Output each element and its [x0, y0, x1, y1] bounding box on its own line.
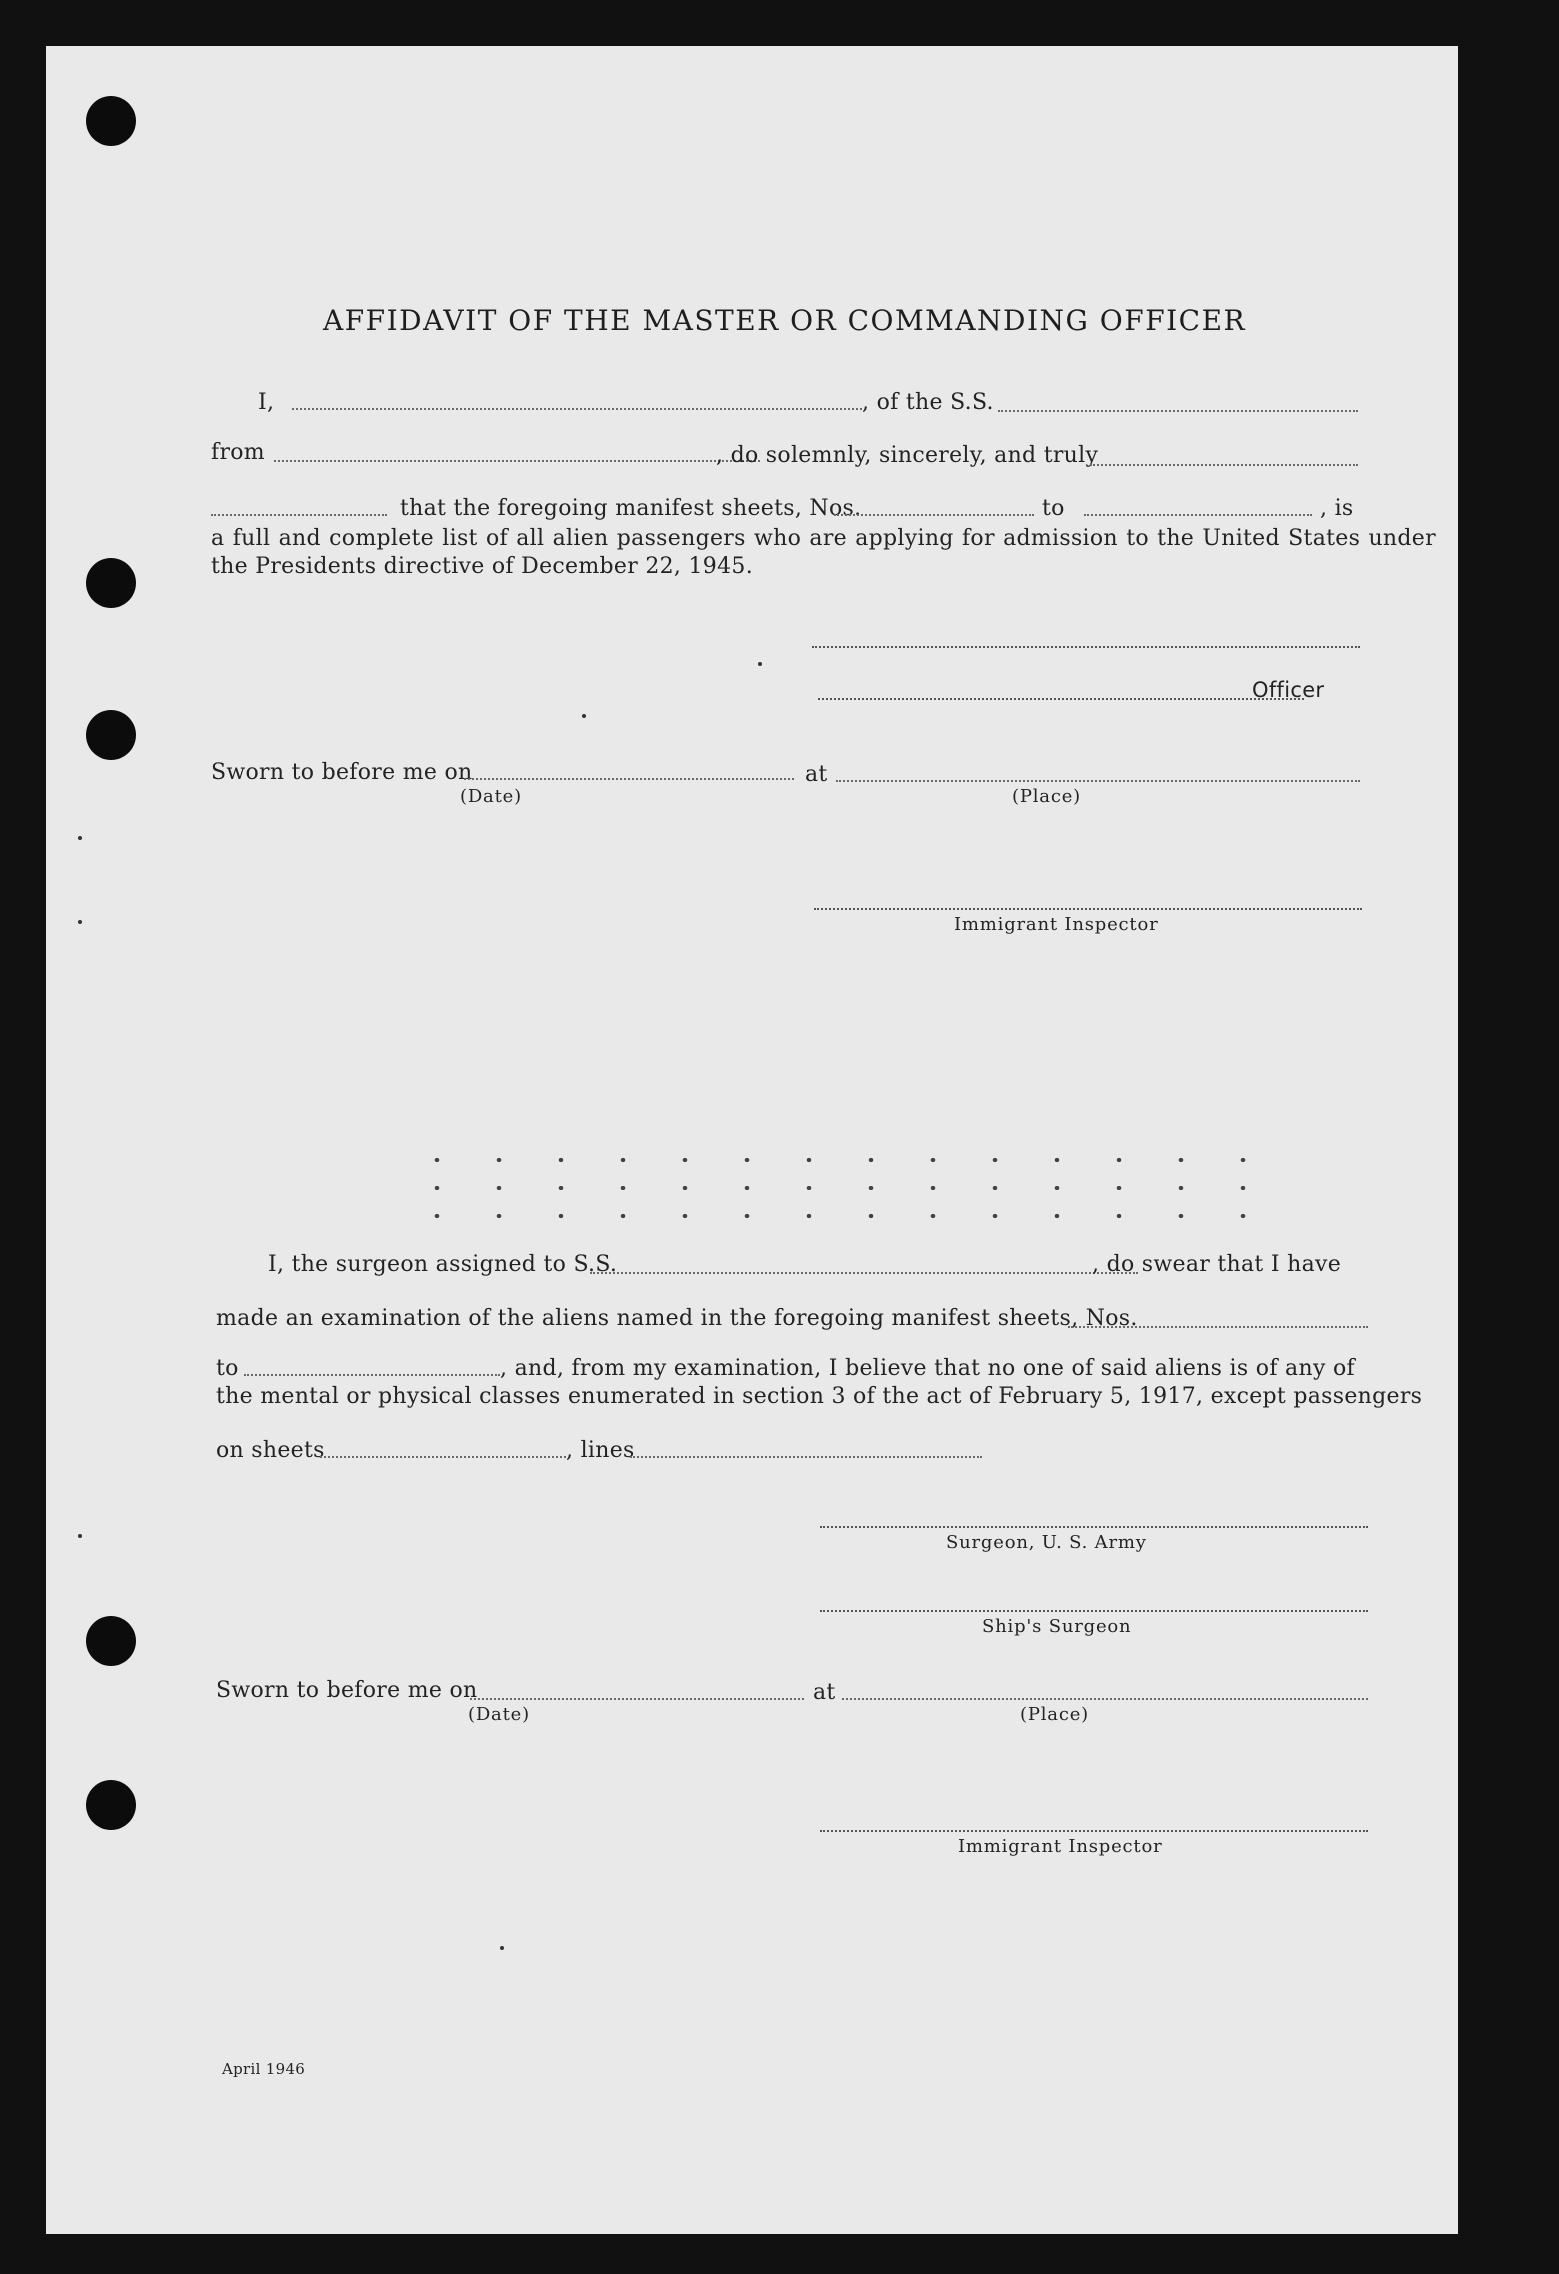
master-line1-ss: , of the S.S.: [862, 390, 994, 415]
speck: [500, 1946, 504, 1950]
punch-hole: [86, 558, 136, 608]
master-inspector-signature-line[interactable]: [814, 908, 1362, 910]
master-oath-field[interactable]: [211, 514, 387, 516]
master-line3-to: to: [1042, 496, 1065, 521]
master-line2-from: from: [211, 440, 265, 465]
dot-rows-3: [406, 1214, 1286, 1218]
officer-label: Officer: [1252, 678, 1325, 702]
army-surgeon-signature-line[interactable]: [820, 1526, 1368, 1528]
surgeon-nos-to-field[interactable]: [244, 1374, 500, 1376]
master-sworn-label: Sworn to before me on: [211, 760, 473, 785]
surgeon-line3-to: to: [216, 1356, 239, 1381]
punch-hole: [86, 96, 136, 146]
surgeon-lines-field[interactable]: [630, 1456, 982, 1458]
master-line1-i: I,: [258, 390, 275, 415]
surgeon-line1-end: , do swear that I have: [1092, 1252, 1342, 1277]
master-from-field[interactable]: [274, 460, 760, 462]
officer-signature-line[interactable]: [818, 698, 1304, 700]
master-ship-field[interactable]: [998, 410, 1358, 412]
form-title: AFFIDAVIT OF THE MASTER OR COMMANDING OFFICER: [323, 304, 1247, 337]
master-nos-from-field[interactable]: [834, 514, 1034, 516]
surgeon-line2: made an examination of the aliens named in the foregoing manifest sheets, Nos.: [216, 1306, 1138, 1331]
master-line2-swear: , do solemnly, sincerely, and truly: [716, 443, 1099, 468]
master-line3-text: that the foregoing manifest sheets, Nos.: [400, 496, 862, 521]
surgeon-sheets-field[interactable]: [320, 1456, 566, 1458]
speck: [78, 836, 82, 840]
master-swear-field[interactable]: [1090, 464, 1358, 466]
master-line4: a full and complete list of all alien passengers who are applying for admission to the United States under: [211, 526, 1436, 551]
master-date-label: (Date): [460, 786, 522, 807]
surgeon-date-label: (Date): [468, 1704, 530, 1725]
master-inspector-label: Immigrant Inspector: [954, 914, 1159, 935]
punch-hole: [86, 1616, 136, 1666]
speck: [78, 1534, 82, 1538]
surgeon-nos-from-field[interactable]: [1068, 1326, 1368, 1328]
surgeon-line4: the mental or physical classes enumerated in section 3 of the act of February 5, 1917, except passengers: [216, 1384, 1423, 1409]
punch-hole: [86, 1780, 136, 1830]
master-sworn-at: at: [805, 762, 828, 787]
ship-surgeon-signature-line[interactable]: [820, 1610, 1368, 1612]
master-name-field[interactable]: [292, 408, 862, 410]
surgeon-line5-lines: , lines: [566, 1438, 635, 1463]
army-surgeon-label: Surgeon, U. S. Army: [946, 1532, 1147, 1553]
surgeon-ship-field[interactable]: [590, 1272, 1138, 1274]
master-signature-line[interactable]: [812, 646, 1360, 648]
surgeon-line5-sheets: on sheets: [216, 1438, 325, 1463]
master-nos-to-field[interactable]: [1084, 514, 1312, 516]
punch-hole: [86, 710, 136, 760]
master-line3-is: , is: [1320, 496, 1354, 521]
speck: [582, 714, 586, 718]
surgeon-sworn-date-field[interactable]: [470, 1698, 804, 1700]
master-line5: the Presidents directive of December 22, 1945.: [211, 554, 753, 579]
footer-date: April 1946: [222, 2060, 306, 2078]
master-place-label: (Place): [1012, 786, 1081, 807]
surgeon-line1-start: I, the surgeon assigned to S.S.: [268, 1252, 618, 1277]
form-page: [46, 46, 1458, 2234]
ship-surgeon-label: Ship's Surgeon: [982, 1616, 1132, 1637]
surgeon-sworn-label: Sworn to before me on: [216, 1678, 478, 1703]
speck: [758, 662, 762, 666]
surgeon-sworn-place-field[interactable]: [842, 1698, 1368, 1700]
dot-rows-1: [406, 1158, 1286, 1162]
surgeon-inspector-signature-line[interactable]: [820, 1830, 1368, 1832]
master-sworn-date-field[interactable]: [464, 778, 794, 780]
surgeon-inspector-label: Immigrant Inspector: [958, 1836, 1163, 1857]
master-sworn-place-field[interactable]: [836, 780, 1360, 782]
speck: [78, 920, 82, 924]
surgeon-line3-rest: , and, from my examination, I believe that no one of said aliens is of any of: [500, 1356, 1355, 1381]
surgeon-place-label: (Place): [1020, 1704, 1089, 1725]
surgeon-sworn-at: at: [813, 1680, 836, 1705]
dot-rows-2: [406, 1186, 1286, 1190]
